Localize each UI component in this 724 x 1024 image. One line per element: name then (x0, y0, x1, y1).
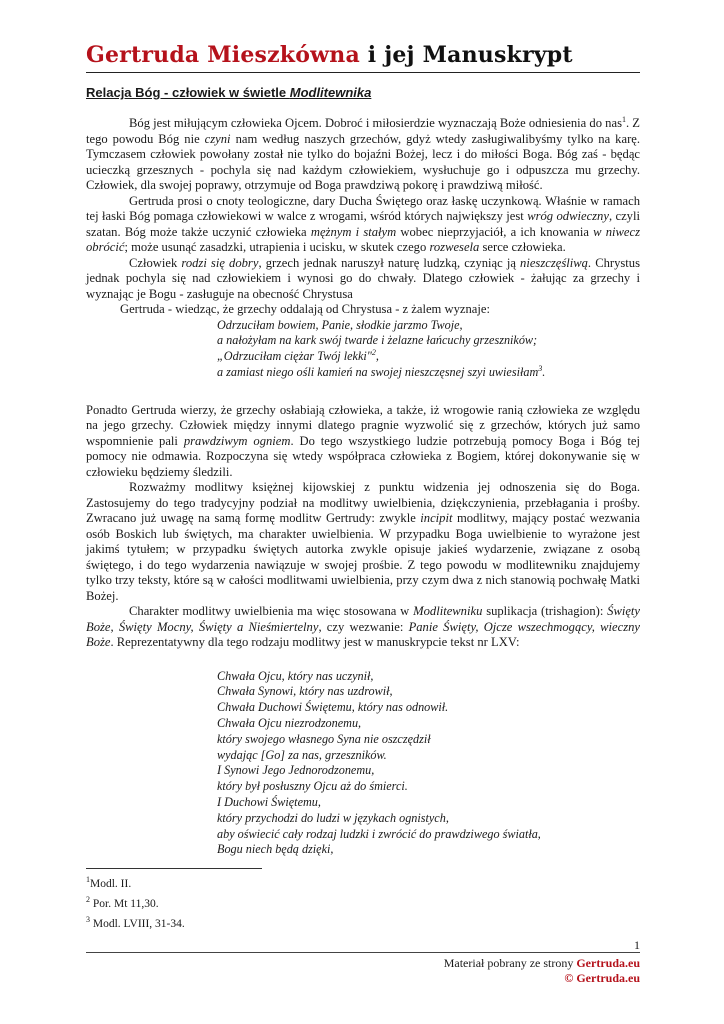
page-number: 1 (634, 938, 640, 952)
page-content (86, 40, 640, 858)
verse-line: który był posłuszny Ojcu aż do śmierci. (217, 779, 408, 794)
verse-line: który przychodzi do ludzi w językach ognistych, (217, 810, 449, 825)
verse-line: I Duchowi Świętemu, (217, 795, 321, 810)
verse-line: Bogu niech będą dzięki, (217, 842, 334, 857)
footer-site-link[interactable]: Gertruda.eu (576, 956, 640, 970)
verse-line: Chwała Duchowi Świętemu, który nas odnowił. (217, 700, 449, 715)
header-rule (86, 72, 640, 73)
paragraph-3: Człowiek rodzi się dobry, grzech jednak naruszył naturę ludzką, czyniąc ją nieszczęśliwą. Chrystus jednak pochyla się nad człowiekiem i wynosi go do chwały. Dlatego człowiek - żałując za grzechy i wyznając je Bogu - zasługuje na obecność Chrystusa (86, 255, 640, 301)
article-body (86, 116, 640, 858)
verse-line: Odrzuciłam bowiem, Panie, słodkie jarzmo Twoje, (217, 317, 463, 332)
verse-line: który swojego własnego Syna nie oszczędził (217, 731, 431, 746)
verse-line: a nałożyłam na kark swój twarde i żelazne łańcuchy grzeszników; (217, 333, 538, 348)
verse-line: wydając [Go] za nas, grzeszników. (217, 747, 387, 762)
footer-rule (86, 952, 640, 953)
footnote-ref-1[interactable]: 1 (621, 114, 626, 124)
paragraph-5: Ponadto Gertruda wierzy, że grzechy osłabiają człowieka, a także, iż wrogowie ranią człowieka ze względu na jego grzechy. Człowiek między innymi dlatego pragnie wyzwolić się z grzechów, których już samo wspomnienie pali prawdziwym ogniem. Do tego wszystkiego ludzie potrzebują pomocy Boga i Bóg tej pomocy nie odmawia. Rozpoczyna się wtedy współpraca człowieka z Bogiem, której dokonywanie się w człowieku będziemy śledzili. (86, 402, 640, 479)
footnote-1: $^1$Modl. II. (86, 875, 132, 890)
footer-copyright: © Gertruda.eu (564, 971, 640, 985)
verse-line: a zamiast niego ośli kamień na swojej nieszczęsnej szyi uwiesiłam$^3$. (217, 363, 546, 379)
article-title: Relacja Bóg - człowiek w świetle Modlitewnika (86, 85, 372, 100)
paragraph-7: Charakter modlitwy uwielbienia ma więc stosowana w Modlitewniku suplikacja (trishagion): Święty Boże, Święty Mocny, Święty a Nieśmiertelny, czy wezwanie: Panie Święty, Ojcze wszechmogący, wieczny Boże. Reprezentatywny dla tego rodzaju modlitwy jest w manuskrypcie tekst nr LXV: (86, 604, 641, 650)
footnote-ref-3[interactable]: 3 (538, 363, 543, 373)
verse-line: Chwała Ojcu niezrodzonemu, (217, 716, 362, 731)
footnote-2: $^2$ Por. Mt 11,30. (86, 895, 159, 910)
paragraph-4: Gertruda - wiedząc, że grzechy oddalają od Chrystusa - z żalem wyznaje: (120, 302, 490, 316)
verse-line: aby oświecić cały rodzaj ludzki i zwrócić do prawdziwego światła, (217, 826, 541, 841)
verse-line: I Synowi Jego Jednorodzonemu, (217, 763, 375, 778)
paragraph-1: Bóg jest miłującym człowieka Ojcem. Dobroć i miłosierdzie wyznaczają Boże odniesienia do nas$^1$. Z tego powodu Bóg nie czyni nam według naszych grzechów, gdyż wtedy zasługiwalibyśmy tylko na karę. Tymczasem człowiek powołany został nie tylko do bojaźni Bożej, lecz i do miłości Boga. Bóg zaś - będąc ucieczką grzesznych - pochyla się nad każdym człowiekiem, wysłuchuje go i odpuszcza mu grzechy. Człowiek, dla swojej poprawy, otrzymuje od Boga prawdziwą pokorę i prawdziwą miłość. (86, 114, 640, 192)
footnote-ref-2[interactable]: 2 (371, 348, 376, 358)
paragraph-2: Gertruda prosi o cnoty teologiczne, dary Ducha Świętego oraz łaskę uczynkową. Właśnie w ramach tej łaski Bóg pomaga człowiekowi w walce z wrogami, wśród których największy jest wróg odwieczny, czyli szatan. Bóg może także uczynić człowieka mężnym i stałym wobec nieprzyjaciół, a ich knowania w niwecz obrócić; może usunąć zasadzki, utrapienia i ucisku, w skutek czego rozwesela serce człowieka. (86, 193, 641, 254)
verse-line: Chwała Ojcu, który nas uczynił, (217, 668, 374, 683)
footer-source-line: Materiał pobrany ze strony Gertruda.eu (443, 956, 640, 970)
paragraph-6: Rozważmy modlitwy księżnej kijowskiej z punktu widzenia jej odnoszenia się do Boga. Zastosujemy do tego tradycyjny podział na modlitwy uwielbienia, dziękczynienia, przebłagania i prośby. Zwracano już uwagę na samą formę modlitw Gertrudy: zwykle incipit modlitwy, mający postać wezwania osób Boskich lub świętych, ma charakter uwielbienia. W przypadku Boga uwielbienie to wyrażone jest jakimś tytułem; w przypadku świętych autorka zwykle opisuje jakieś wydarzenie, związane z osobą świętego, i do tego wydarzenia nawiązuje w swojej prośbie. Z tego powodu w modlitewniku znajdujemy tylko trzy teksty, które są w całości modlitwami uwielbienia, przy czym dwa z nich stanowią pochwałę Matki Bożej. (86, 480, 640, 603)
verse-line: „Odrzuciłam ciężar Twój lekki"$^2$, (217, 348, 379, 364)
footnote-3: $^3$ Modl. LVIII, 31-34. (86, 915, 185, 930)
footnote-separator (86, 868, 262, 869)
verse-line: Chwała Synowi, który nas uzdrowił, (217, 684, 393, 699)
site-header-title: Gertruda Mieszkówna i jej Manuskrypt (86, 42, 573, 68)
